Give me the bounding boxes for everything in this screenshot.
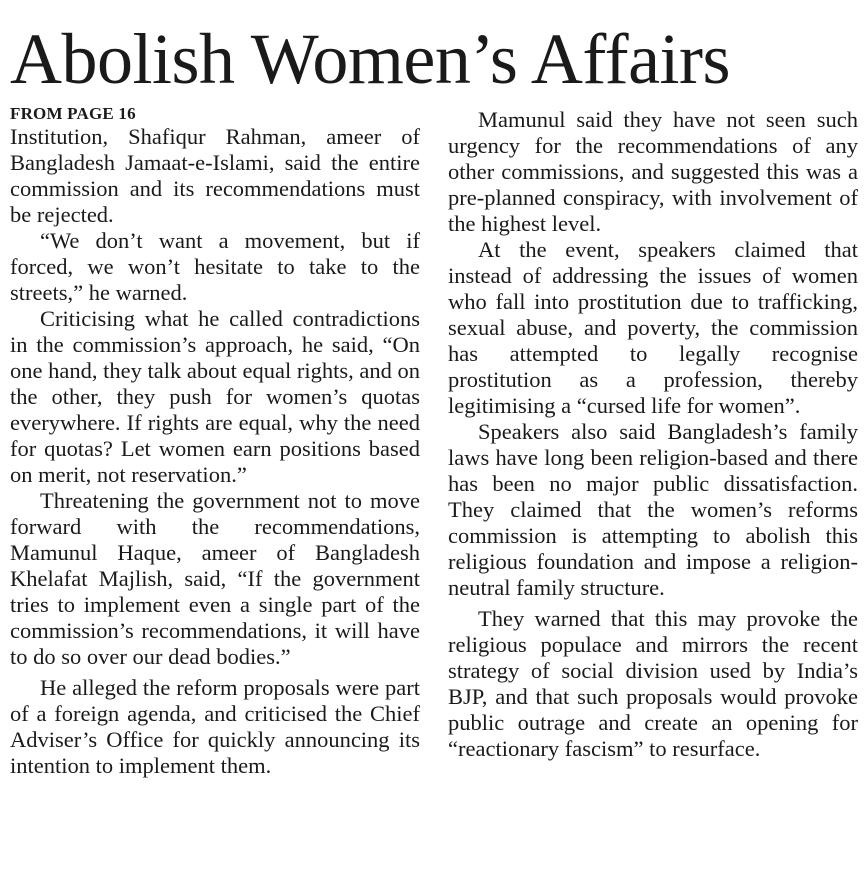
paragraph: Speakers also said Bangladesh’s family laws have long been religion-based and there has been no major public dissatisfaction. They claimed that the women’s reforms commission is attempting to abolish this religious foundation and impose a religion-neutral family structure.: [448, 419, 858, 600]
paragraph: He alleged the reform proposals were part of a foreign agenda, and criticised the Chief Adviser’s Office for quickly announcing its intention to implement them.: [10, 675, 420, 778]
paragraph: Institution, Shafiqur Rahman, ameer of Bangladesh Jamaat-e-Islami, said the entire commission and its recommendations must be rejected.: [10, 124, 420, 227]
headline: Abolish Women’s Affairs: [10, 19, 731, 99]
paragraph: At the event, speakers claimed that instead of addressing the issues of women who fall into prostitution due to trafficking, sexual abuse, and poverty, the commission has attempted to legally recognise prostitution as a profession, thereby legitimising a “cursed life for women”.: [448, 237, 858, 418]
paragraph: Mamunul said they have not seen such urgency for the recommendations of any other commissions, and suggested this was a pre-planned conspiracy, with involvement of the highest level.: [448, 107, 858, 236]
paragraph: Threatening the government not to move forward with the recommendations, Mamunul Haque, ameer of Bangladesh Khelafat Majlish, said, “If the government tries to implement even a single part of the commission’s recommendations, it will have to do so over our dead bodies.”: [10, 488, 420, 669]
jump-kicker: FROM PAGE 16: [10, 104, 136, 123]
paragraph: Criticising what he called contradictions in the commission’s approach, he said, “On one hand, they talk about equal rights, and on the other, they push for women’s quotas everywhere. If rights are equal, why the need for quotas? Let women earn positions based on merit, not reservation.”: [10, 306, 420, 487]
paragraph: “We don’t want a movement, but if forced, we won’t hesitate to take to the streets,” he warned.: [10, 228, 420, 305]
paragraph: They warned that this may provoke the religious populace and mirrors the recent strategy of social division used by India’s BJP, and that such proposals would provoke public outrage and create an opening for “reactionary fascism” to resurface.: [448, 606, 858, 761]
right-column: [448, 107, 858, 762]
left-column: [10, 104, 420, 779]
